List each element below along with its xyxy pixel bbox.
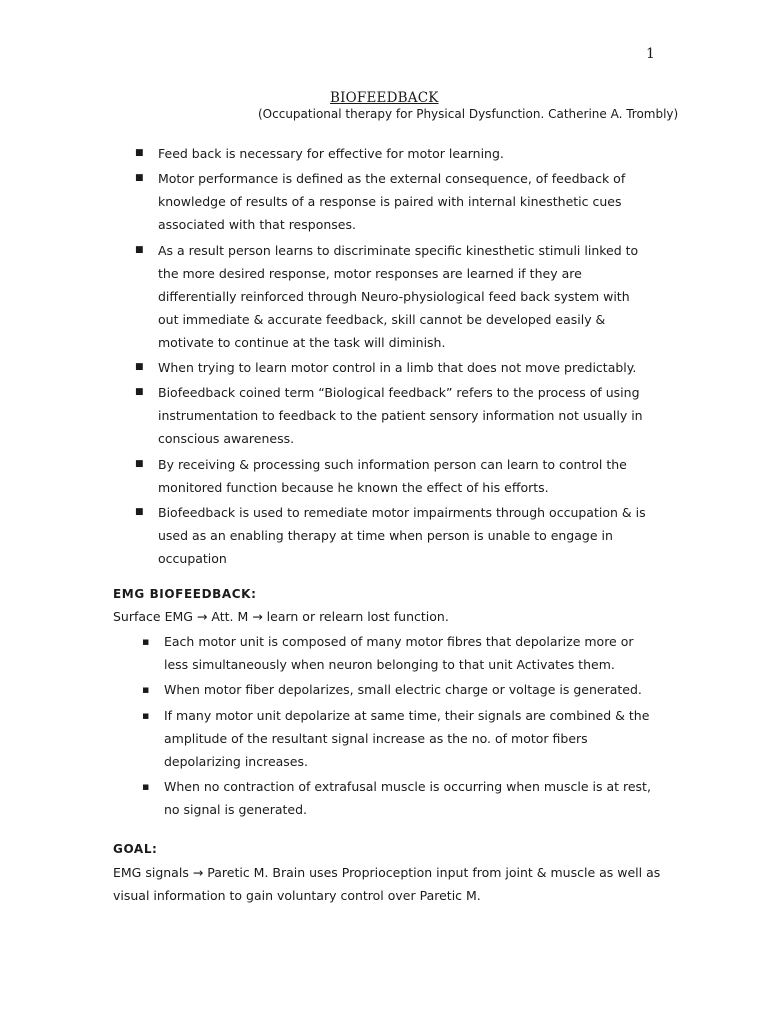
bullet-square-icon: ■: [135, 362, 144, 372]
list-item: [130, 381, 650, 450]
section-heading-emg: EMG BIOFEEDBACK:: [113, 587, 257, 601]
list-item-text: When motor fiber depolarizes, small electric charge or voltage is generated.: [164, 682, 642, 697]
list-item-text: By receiving & processing such information person can learn to control the monitored function because he known the effect of his efforts.: [158, 457, 627, 495]
bullet-square-icon: ■: [135, 507, 144, 517]
list-item-text: Feed back is necessary for effective for motor learning.: [158, 146, 504, 161]
list-item: [130, 501, 650, 570]
page-number: 1: [646, 46, 655, 62]
list-item-text: Each motor unit is composed of many motor fibres that depolarize more or less simultaneously when neuron belonging to that unit Activates them.: [164, 634, 634, 672]
bullet-square-icon: ▪: [142, 635, 150, 648]
bullet-square-icon: ■: [135, 387, 144, 397]
bullet-square-icon: ■: [135, 148, 144, 158]
surface-emg-line: Surface EMG → Att. M → learn or relearn lost function.: [113, 609, 449, 624]
list-item-text: When no contraction of extrafusal muscle is occurring when muscle is at rest, no signal is generated.: [164, 779, 651, 817]
document-title: BIOFEEDBACK: [330, 90, 439, 106]
list-item: [140, 704, 660, 773]
goal-paragraph: EMG signals → Paretic M. Brain uses Proprioception input from joint & muscle as well as visual information to gain voluntary control over Paretic M.: [113, 865, 661, 903]
main-bullet-list: [130, 142, 650, 572]
list-item: [140, 678, 660, 701]
list-item: [130, 167, 650, 236]
list-item: [130, 239, 650, 354]
list-item: [130, 142, 650, 165]
list-item-text: If many motor unit depolarize at same time, their signals are combined & the amplitude of the resultant signal increase as the no. of motor fibers depolarizing increases.: [164, 708, 650, 769]
list-item: [130, 356, 650, 379]
bullet-square-icon: ▪: [142, 683, 150, 696]
list-item: [140, 775, 660, 821]
list-item-text: Biofeedback coined term “Biological feedback” refers to the process of using instrumentation to feedback to the patient sensory information not usually in conscious awareness.: [158, 385, 643, 446]
list-item-text: Biofeedback is used to remediate motor impairments through occupation & is used as an enabling therapy at time when person is unable to engage in occupation: [158, 505, 646, 566]
list-item: [130, 453, 650, 499]
emg-bullet-list: [140, 630, 660, 823]
list-item-text: When trying to learn motor control in a limb that does not move predictably.: [158, 360, 637, 375]
list-item-text: Motor performance is defined as the external consequence, of feedback of knowledge of results of a response is paired with internal kinesthetic cues associated with that responses.: [158, 171, 626, 232]
bullet-square-icon: ■: [135, 173, 144, 183]
list-item: [140, 630, 660, 676]
bullet-square-icon: ▪: [142, 780, 150, 793]
bullet-square-icon: ■: [135, 245, 144, 255]
bullet-square-icon: ■: [135, 459, 144, 469]
document-subtitle: (Occupational therapy for Physical Dysfunction. Catherine A. Trombly): [258, 107, 679, 121]
list-item-text: As a result person learns to discriminate specific kinesthetic stimuli linked to the more desired response, motor responses are learned if they are differentially reinforced through Neuro-physiological feed back system with out immediate & accurate feedback, skill cannot be developed easily & motivate to continue at the task will diminish.: [158, 243, 639, 350]
bullet-square-icon: ▪: [142, 709, 150, 722]
section-heading-goal: GOAL:: [113, 842, 158, 856]
